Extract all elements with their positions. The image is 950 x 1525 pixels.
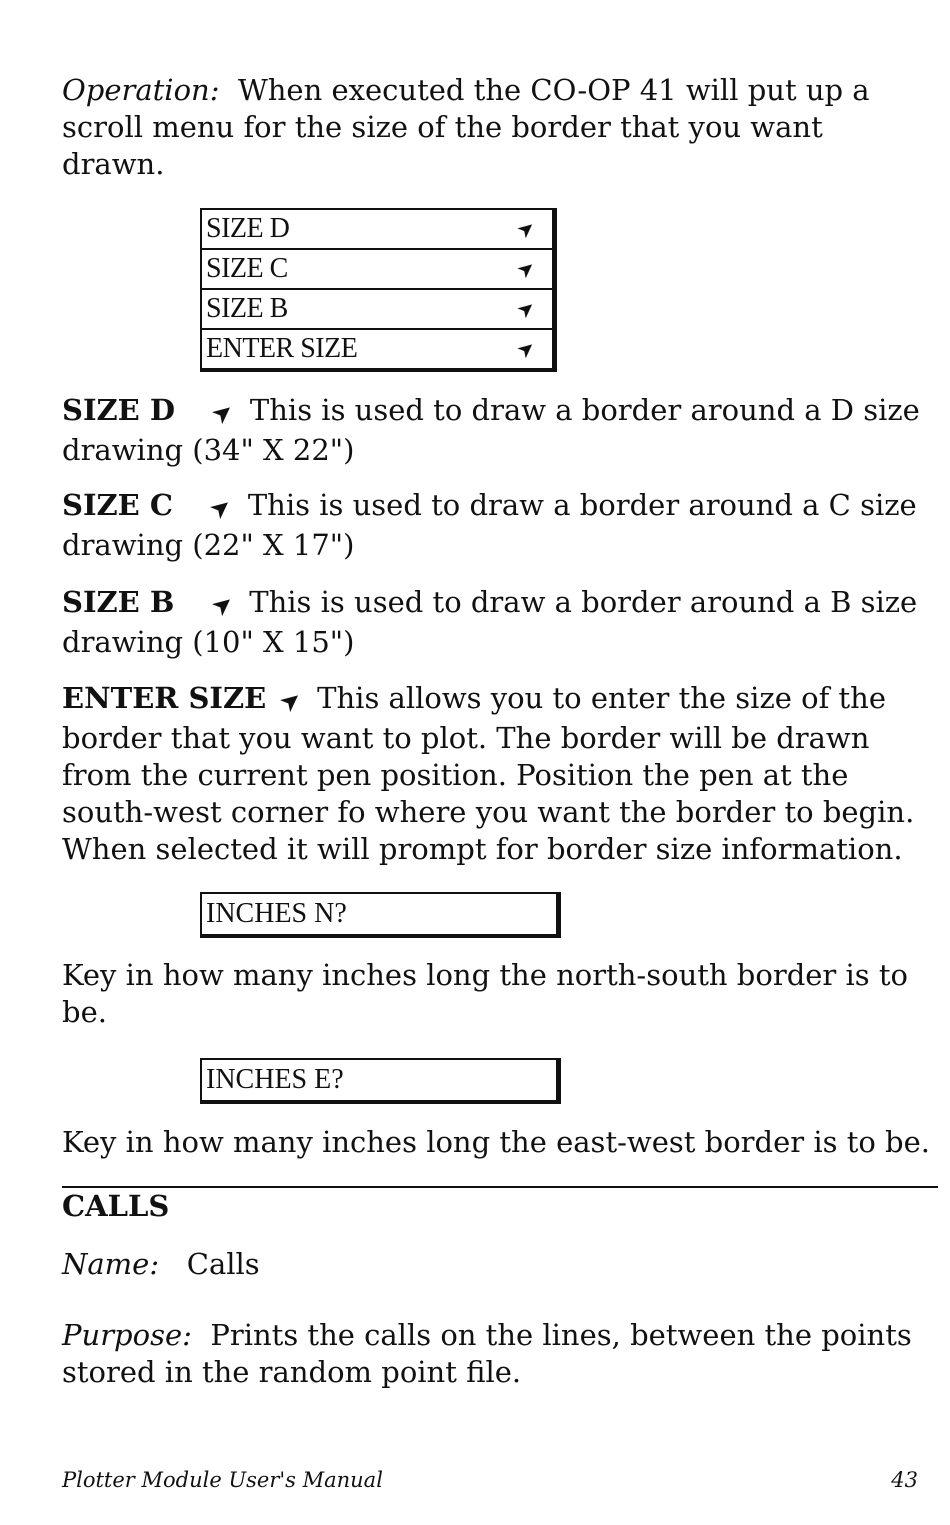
size-c-label: SIZE C <box>62 488 173 522</box>
purpose-label: Purpose: <box>62 1318 192 1352</box>
inches-e-instruction <box>62 1124 932 1161</box>
menu-item-label: SIZE B <box>206 293 288 324</box>
inches-e-text: Key in how many inches long the east-west border is to be. <box>62 1125 930 1159</box>
size-c-description <box>62 487 932 564</box>
enter-size-text: This allows you to enter the size of the border that you want to plot. The border will be drawn from the current pen position. Position the pen at the south-west corner fo where you want the border to begin. When selected it will prompt for border size information. <box>62 681 915 866</box>
operation-label: Operation: <box>62 73 220 107</box>
menu-item-label: SIZE D <box>206 213 290 244</box>
inches-e-label: INCHES E? <box>206 1064 344 1095</box>
calls-heading: CALLS <box>62 1189 170 1223</box>
inches-n-prompt[interactable] <box>200 892 561 938</box>
size-d-description <box>62 392 932 469</box>
section-divider <box>62 1186 938 1188</box>
inches-n-instruction <box>62 957 932 1031</box>
size-b-description <box>62 584 932 661</box>
name-value: Calls <box>186 1247 260 1281</box>
menu-item-size-c[interactable] <box>202 250 552 290</box>
arrow-icon: ➤ <box>274 685 306 718</box>
menu-item-enter-size[interactable] <box>202 330 552 368</box>
footer-title: Plotter Module User's Manual <box>62 1468 383 1492</box>
enter-size-label: ENTER SIZE <box>62 681 267 715</box>
size-b-text: This is used to draw a border around a B size drawing (10" X 15") <box>62 585 918 659</box>
operation-paragraph <box>62 72 932 183</box>
name-label: Name: <box>62 1247 160 1281</box>
size-b-label: SIZE B <box>62 585 175 619</box>
page-number: 43 <box>891 1468 918 1492</box>
calls-purpose-paragraph <box>62 1317 932 1391</box>
menu-item-size-b[interactable] <box>202 290 552 330</box>
size-d-label: SIZE D <box>62 393 176 427</box>
arrow-icon: ➤ <box>514 216 539 241</box>
arrow-icon: ➤ <box>207 397 239 430</box>
size-d-text: This is used to draw a border around a D size drawing (34" X 22") <box>62 393 920 467</box>
size-c-text: This is used to draw a border around a C size drawing (22" X 17") <box>62 488 917 562</box>
purpose-text: Prints the calls on the lines, between the points stored in the random point file. <box>62 1318 912 1389</box>
arrow-icon: ➤ <box>207 589 238 622</box>
arrow-icon: ➤ <box>514 296 539 321</box>
inches-n-text: Key in how many inches long the north-south border is to be. <box>62 958 908 1029</box>
menu-item-size-d[interactable] <box>202 210 552 250</box>
arrow-icon: ➤ <box>205 492 237 525</box>
calls-name-line <box>62 1246 932 1283</box>
arrow-icon: ➤ <box>514 256 539 281</box>
enter-size-description <box>62 680 932 868</box>
inches-e-prompt[interactable] <box>200 1058 561 1104</box>
operation-text: When executed the CO-OP 41 will put up a scroll menu for the size of the border that you want drawn. <box>62 73 870 181</box>
size-scroll-menu <box>200 208 557 372</box>
inches-n-label: INCHES N? <box>206 898 347 929</box>
arrow-icon: ➤ <box>514 336 539 361</box>
menu-item-label: ENTER SIZE <box>206 333 358 364</box>
menu-item-label: SIZE C <box>206 253 288 284</box>
